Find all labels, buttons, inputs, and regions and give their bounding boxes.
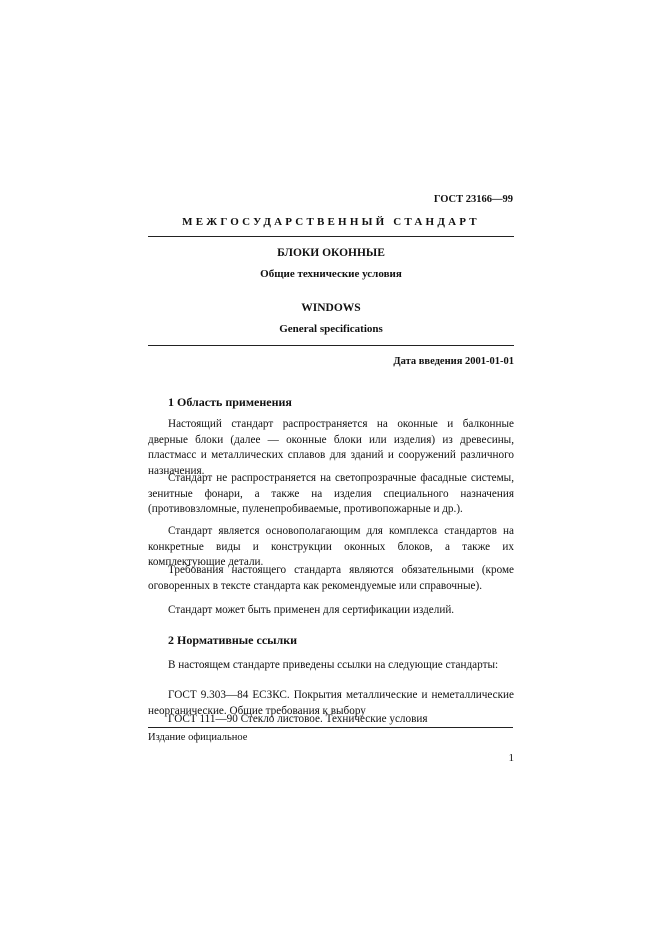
title-english: WINDOWS — [301, 302, 361, 314]
page-number: 1 — [508, 752, 514, 764]
top-rule — [148, 236, 514, 237]
section-2-reference: ГОСТ 111—90 Стекло листовое. Технические условия — [168, 713, 428, 725]
section-1-paragraph: Стандарт может быть применен для сертификации изделий. — [168, 604, 455, 616]
edition-note: Издание официальное — [148, 732, 248, 743]
section-1-paragraph: Стандарт является основополагающим для комплекса стандартов на конкретные виды и конструкции оконных блоков, а также их комплектующие детали. — [148, 525, 514, 568]
section-2-paragraph: В настоящем стандарте приведены ссылки на следующие стандарты: — [168, 659, 499, 671]
section-2-heading: 2 Нормативные ссылки — [168, 633, 298, 647]
subtitle-russian: Общие технические условия — [260, 268, 402, 280]
title-rule — [148, 345, 514, 346]
standard-type-heading: МЕЖГОСУДАРСТВЕННЫЙ СТАНДАРТ — [182, 216, 480, 228]
section-2-reference: ГОСТ 9.303—84 ЕСЗКС. Покрытия металлические и неметаллические неорганические. Общие требования к выбору — [148, 689, 514, 717]
footer-rule — [148, 727, 513, 728]
document-code: ГОСТ 23166—99 — [433, 194, 513, 205]
section-1-paragraph: Стандарт не распространяется на светопрозрачные фасадные системы, зенитные фонари, а также на изделия специального назначения (противовзломные, пуленепробиваемые, противопожарные и др.). — [148, 472, 514, 515]
section-1-paragraph: Требования настоящего стандарта являются обязательными (кроме оговоренных в тексте стандарта как рекомендуемые или справочные). — [148, 564, 514, 592]
section-1-heading: 1 Область применения — [168, 395, 292, 409]
subtitle-english: General specifications — [279, 323, 383, 335]
title-russian: БЛОКИ ОКОННЫЕ — [277, 247, 385, 259]
section-1-paragraph: Настоящий стандарт распространяется на оконные и балконные дверные блоки (далее — оконные блоки или изделия) из древесины, пластмасс и металлических сплавов для зданий и сооружений различного назначения. — [148, 418, 514, 477]
introduction-date: Дата введения 2001-01-01 — [393, 356, 514, 367]
